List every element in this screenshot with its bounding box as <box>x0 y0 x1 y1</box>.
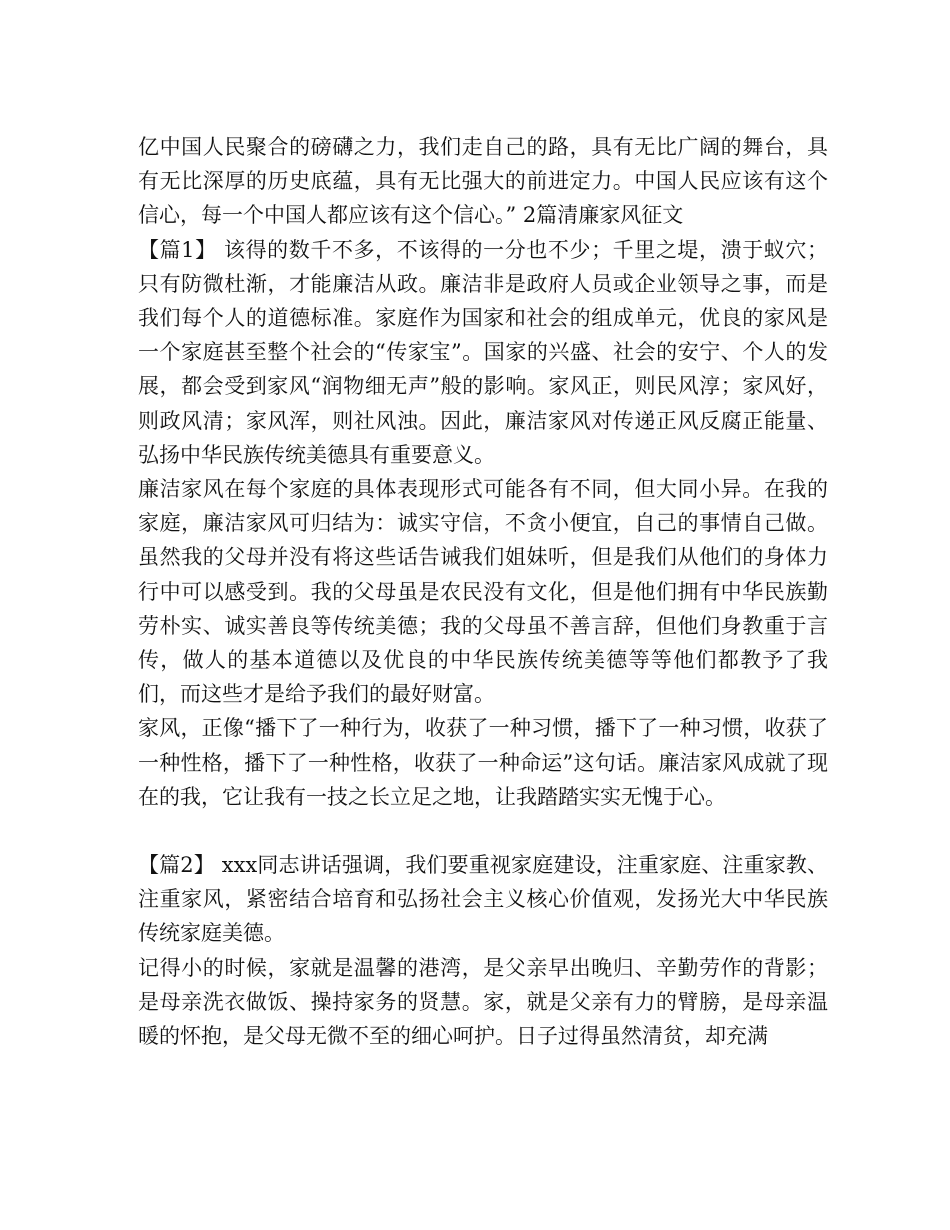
paragraph-article-2: 【篇2】 xxx同志讲话强调，我们要重视家庭建设，注重家庭、注重家教、注重家风，紧密结合培育和弘扬社会主义核心价值观，发扬光大中华民族传统家庭美德。 <box>138 853 828 946</box>
document-page <box>138 130 828 1053</box>
paragraph-article-1: 【篇1】 该得的数千不多，不该得的一分也不少；千里之堤，溃于蚁穴；只有防微杜渐，才能廉洁从政。廉洁非是政府人员或企业领导之事，而是我们每个人的道德标准。家庭作为国家和社会的组成单元，优良的家风是一个家庭甚至整个社会的“传家宝”。国家的兴盛、社会的安宁、个人的发展，都会受到家风“润物细无声”般的影响。家风正，则民风淳；家风好，则政风清；家风浑，则社风浊。因此，廉洁家风对传递正风反腐正能量、弘扬中华民族传统美德具有重要意义。 <box>138 237 828 467</box>
paragraph-article-1-family: 廉洁家风在每个家庭的具体表现形式可能各有不同，但大同小异。在我的家庭，廉洁家风可归结为：诚实守信，不贪小便宜，自己的事情自己做。虽然我的父母并没有将这些话告诫我们姐妹听，但是我们从他们的身体力行中可以感受到。我的父母虽是农民没有文化，但是他们拥有中华民族勤劳朴实、诚实善良等传统美德；我的父母虽不善言辞，但他们身教重于言传，做人的基本道德以及优良的中华民族传统美德等等他们都教予了我们，而这些才是给予我们的最好财富。 <box>138 477 828 707</box>
paragraph-article-1-conclusion: 家风，正像“播下了一种行为，收获了一种习惯，播下了一种习惯，收获了一种性格，播下了一种性格，收获了一种命运”这句话。廉洁家风成就了现在的我，它让我有一技之长立足之地，让我踏踏实实无愧于心。 <box>138 716 828 809</box>
paragraph-spacer <box>138 814 828 848</box>
paragraph-intro-closing: 亿中国人民聚合的磅礴之力，我们走自己的路，具有无比广阔的舞台，具有无比深厚的历史底蕴，具有无比强大的前进定力。中国人民应该有这个信心，每一个中国人都应该有这个信心。” 2篇清廉家风征文 <box>138 135 828 228</box>
paragraph-article-2-memory: 记得小的时候，家就是温馨的港湾，是父亲早出晚归、辛勤劳作的背影；是母亲洗衣做饭、操持家务的贤慧。家，就是父亲有力的臂膀，是母亲温暖的怀抱，是父母无微不至的细心呵护。日子过得虽然清贫，却充满 <box>138 955 828 1049</box>
